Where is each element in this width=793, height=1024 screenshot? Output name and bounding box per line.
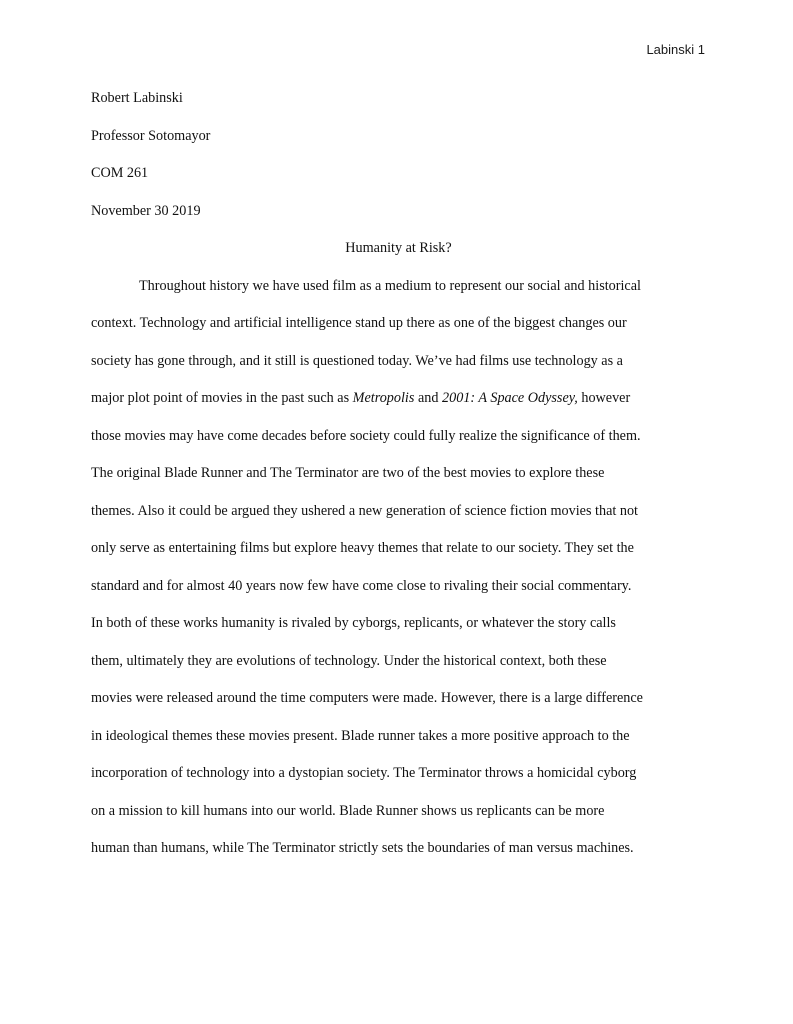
paragraph-line: on a mission to kill humans into our world. Blade Runner shows us replicants can be more (91, 802, 605, 819)
paragraph-line: them, ultimately they are evolutions of technology. Under the historical context, both these (91, 652, 607, 669)
document-body (91, 88, 706, 876)
text-segment: however (577, 390, 631, 406)
text-segment: and (414, 390, 442, 406)
paragraph-line: The original Blade Runner and The Terminator are two of the best movies to explore these (91, 465, 605, 481)
paragraph-line: incorporation of technology into a dystopian society. The Terminator throws a homicidal cyborg (91, 765, 637, 781)
paragraph-line: movies were released around the time computers were made. However, there is a large difference (91, 690, 643, 706)
paragraph-line: In both of these works humanity is rivaled by cyborgs, replicants, or whatever the story calls (91, 615, 616, 631)
essay-paragraph (91, 276, 706, 876)
paragraph-line: in ideological themes these movies present. Blade runner takes a more positive approach to the (91, 727, 630, 744)
paragraph-line: human than humans, while The Terminator strictly sets the boundaries of man versus machines. (91, 840, 634, 856)
film-title-2001: 2001: A Space Odyssey, (442, 390, 578, 406)
running-header: Labinski 1 (646, 42, 705, 57)
text-segment: major plot point of movies in the past such as (91, 390, 353, 406)
paragraph-line: Throughout history we have used film as a medium to represent our social and historical (139, 277, 641, 294)
film-title-metropolis: Metropolis (352, 390, 415, 406)
date-line: November 30 2019 (91, 202, 201, 219)
professor-name: Professor Sotomayor (91, 127, 211, 144)
paragraph-line: society has gone through, and it still is questioned today. We’ve had films use technology as a (91, 352, 623, 369)
essay-title: Humanity at Risk? (345, 240, 452, 256)
student-name: Robert Labinski (91, 90, 183, 106)
paragraph-line: those movies may have come decades before society could fully realize the significance of them. (91, 427, 641, 444)
paragraph-line-with-titles (91, 388, 706, 426)
paragraph-line: context. Technology and artificial intelligence stand up there as one of the biggest changes our (91, 315, 627, 331)
paragraph-line: standard and for almost 40 years now few have come close to rivaling their social commentary. (91, 577, 632, 594)
paragraph-line: themes. Also it could be argued they ushered a new generation of science fiction movies that not (91, 502, 638, 519)
paragraph-line: only serve as entertaining films but explore heavy themes that relate to our society. They set the (91, 540, 634, 556)
course-code: COM 261 (91, 165, 149, 181)
